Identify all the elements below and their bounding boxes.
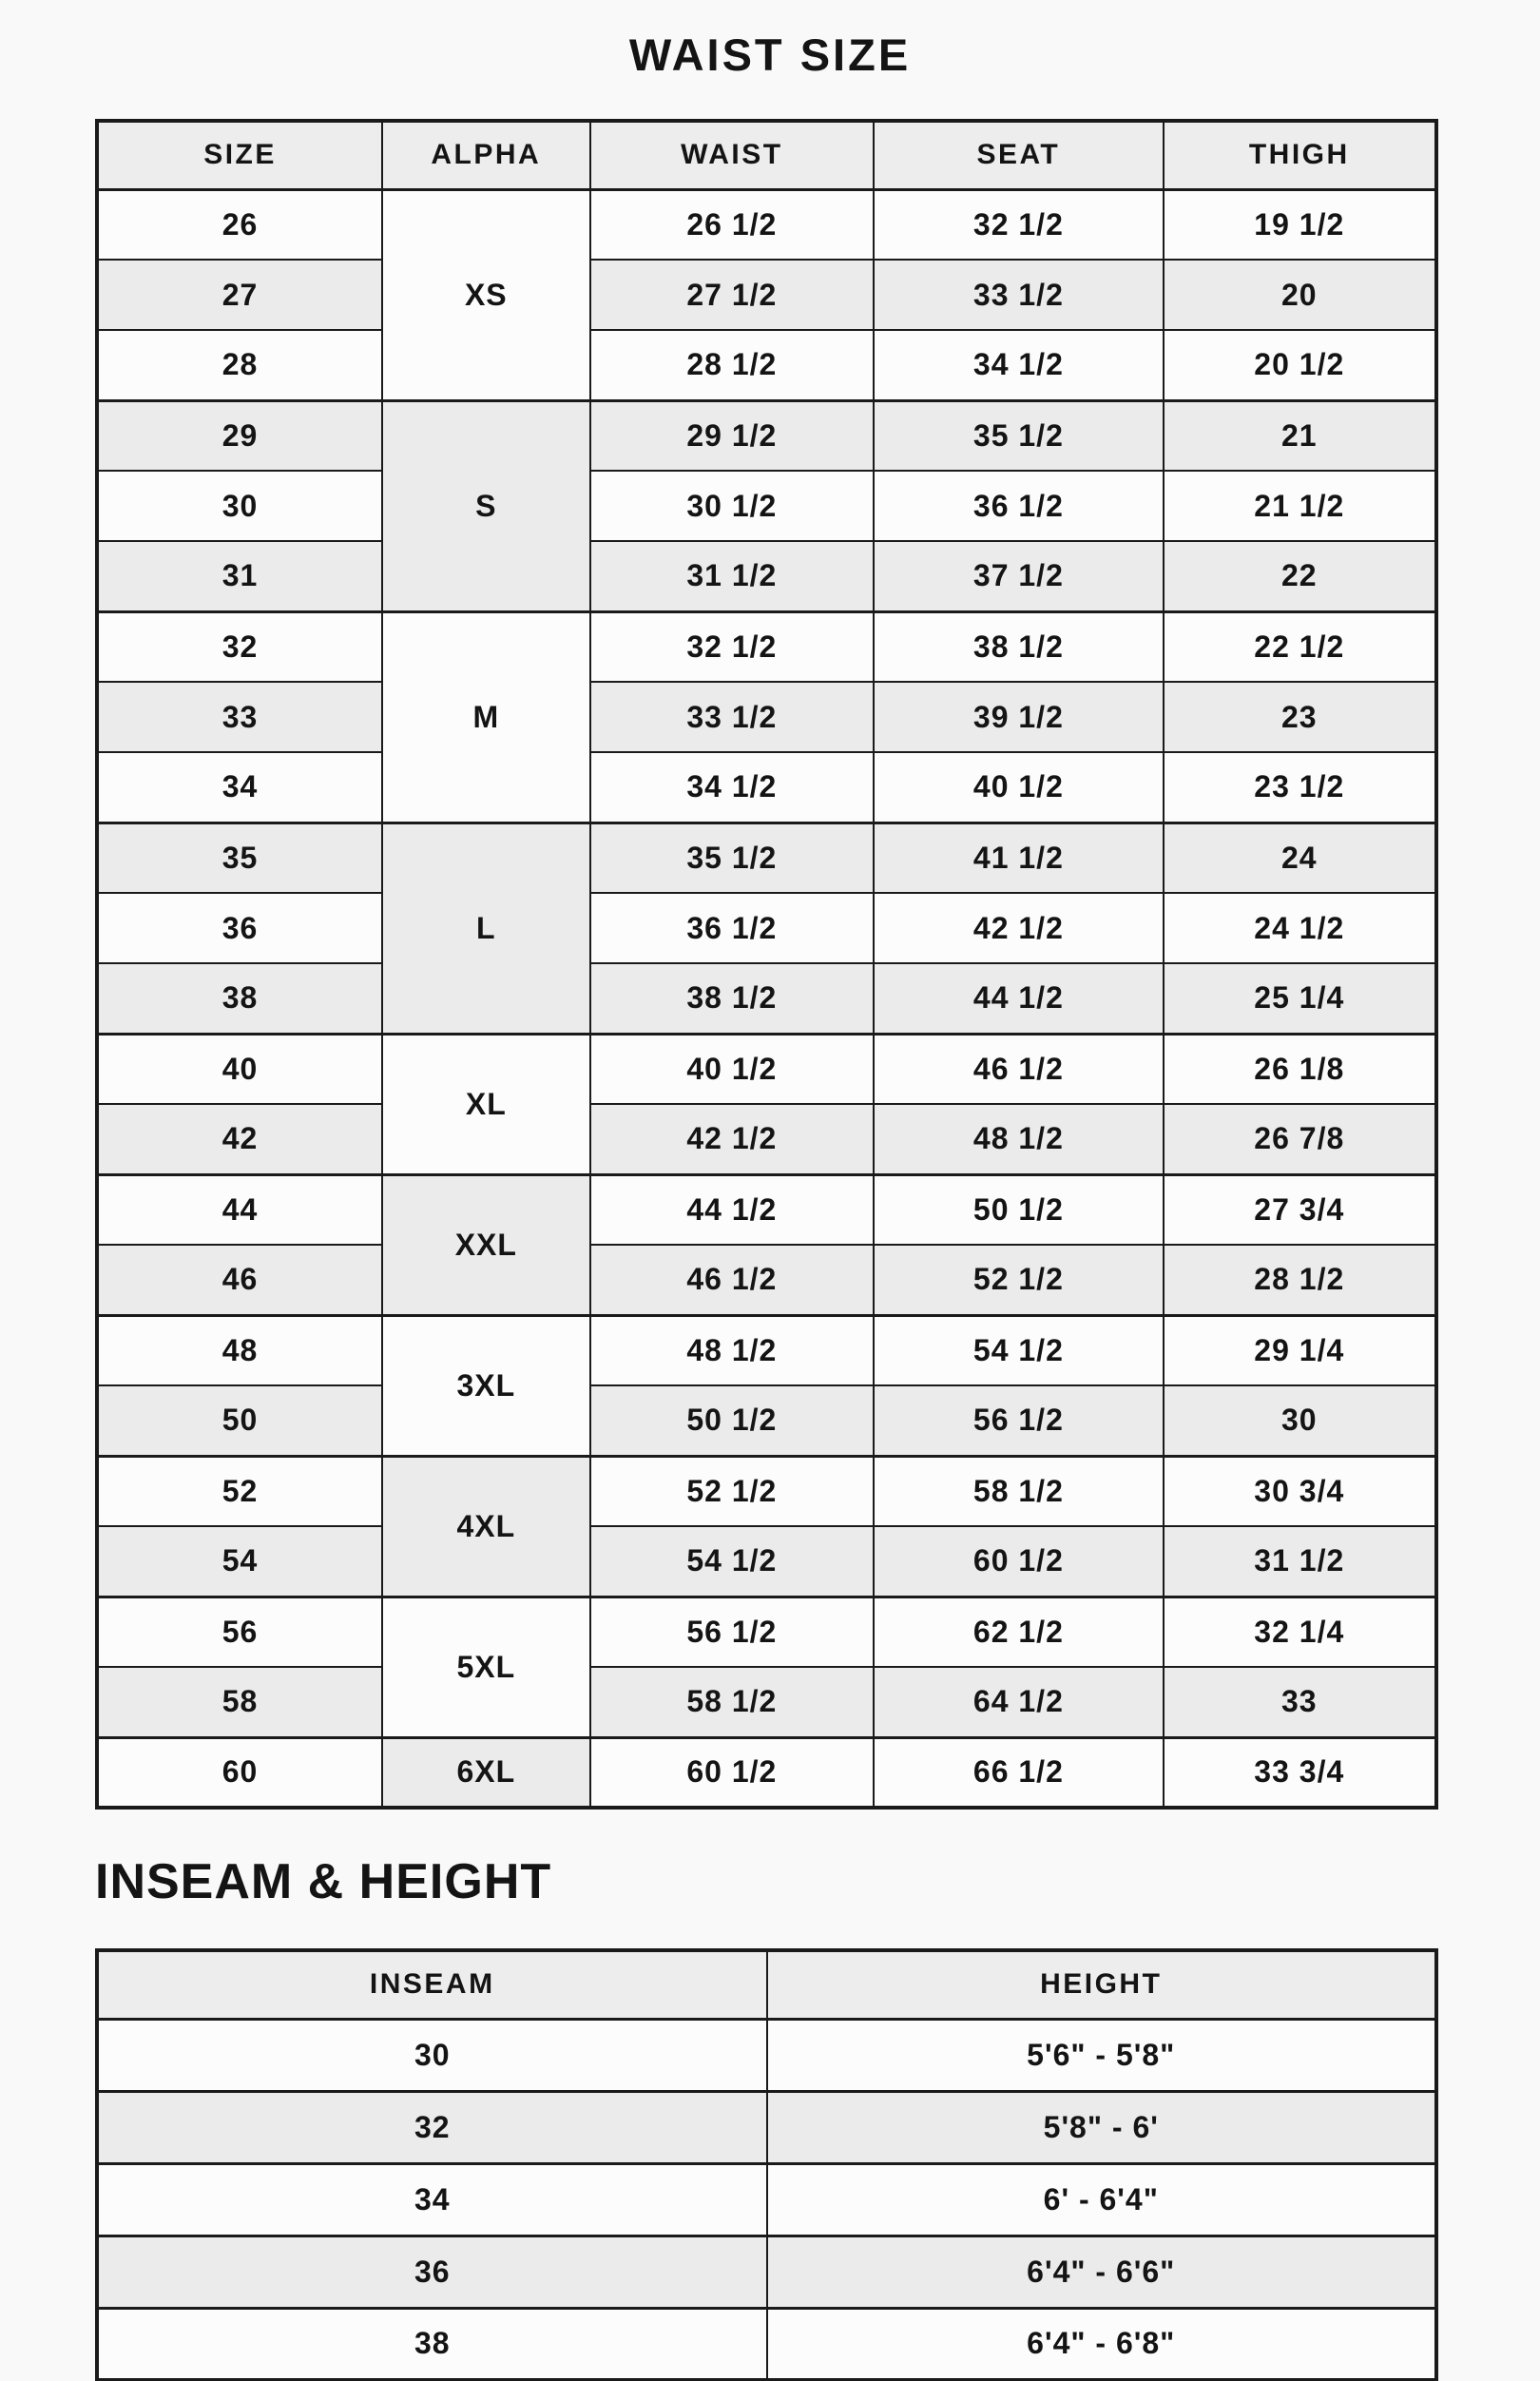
thigh-cell: 32 1/4 bbox=[1164, 1597, 1436, 1667]
size-cell: 30 bbox=[97, 471, 382, 541]
table-row bbox=[97, 541, 1436, 611]
table-row bbox=[97, 1245, 1436, 1315]
table-row bbox=[97, 1174, 1436, 1245]
waist-cell: 40 1/2 bbox=[590, 1034, 875, 1104]
inseam-cell: 38 bbox=[97, 2308, 767, 2380]
thigh-cell: 30 bbox=[1164, 1385, 1436, 1456]
thigh-cell: 21 bbox=[1164, 400, 1436, 471]
seat-cell: 41 1/2 bbox=[874, 823, 1163, 893]
table-row bbox=[97, 1315, 1436, 1385]
thigh-cell: 21 1/2 bbox=[1164, 471, 1436, 541]
seat-cell: 54 1/2 bbox=[874, 1315, 1163, 1385]
inseam-cell: 36 bbox=[97, 2236, 767, 2308]
seat-cell: 44 1/2 bbox=[874, 963, 1163, 1034]
size-cell: 42 bbox=[97, 1104, 382, 1174]
inseam-table-header bbox=[97, 1950, 1436, 2019]
waist-size-table bbox=[95, 119, 1438, 1810]
size-cell: 33 bbox=[97, 682, 382, 752]
waist-cell: 58 1/2 bbox=[590, 1667, 875, 1737]
table-row bbox=[97, 330, 1436, 400]
thigh-cell: 33 3/4 bbox=[1164, 1737, 1436, 1808]
seat-cell: 34 1/2 bbox=[874, 330, 1163, 400]
height-cell: 5'8" - 6' bbox=[767, 2091, 1437, 2163]
column-header-alpha: ALPHA bbox=[382, 121, 589, 189]
inseam-table-body bbox=[97, 2019, 1436, 2380]
waist-cell: 30 1/2 bbox=[590, 471, 875, 541]
size-cell: 48 bbox=[97, 1315, 382, 1385]
height-cell: 6'4" - 6'6" bbox=[767, 2236, 1437, 2308]
thigh-cell: 26 7/8 bbox=[1164, 1104, 1436, 1174]
size-cell: 29 bbox=[97, 400, 382, 471]
thigh-cell: 20 1/2 bbox=[1164, 330, 1436, 400]
size-cell: 26 bbox=[97, 189, 382, 260]
table-row bbox=[97, 823, 1436, 893]
thigh-cell: 23 1/2 bbox=[1164, 752, 1436, 823]
table-row bbox=[97, 1737, 1436, 1808]
height-cell: 6' - 6'4" bbox=[767, 2163, 1437, 2236]
seat-cell: 42 1/2 bbox=[874, 893, 1163, 963]
inseam-height-title: INSEAM & HEIGHT bbox=[95, 1854, 552, 1909]
seat-cell: 38 1/2 bbox=[874, 611, 1163, 682]
table-row bbox=[97, 893, 1436, 963]
table-row bbox=[97, 1385, 1436, 1456]
waist-cell: 27 1/2 bbox=[590, 260, 875, 330]
size-cell: 27 bbox=[97, 260, 382, 330]
column-header-inseam: INSEAM bbox=[97, 1950, 767, 2019]
waist-size-title: WAIST SIZE bbox=[628, 29, 912, 80]
seat-cell: 32 1/2 bbox=[874, 189, 1163, 260]
height-cell: 5'6" - 5'8" bbox=[767, 2019, 1437, 2091]
alpha-cell: 4XL bbox=[382, 1456, 589, 1597]
table-row bbox=[97, 1104, 1436, 1174]
waist-cell: 56 1/2 bbox=[590, 1597, 875, 1667]
size-cell: 28 bbox=[97, 330, 382, 400]
seat-cell: 64 1/2 bbox=[874, 1667, 1163, 1737]
waist-cell: 38 1/2 bbox=[590, 963, 875, 1034]
size-cell: 32 bbox=[97, 611, 382, 682]
thigh-cell: 22 1/2 bbox=[1164, 611, 1436, 682]
waist-cell: 44 1/2 bbox=[590, 1174, 875, 1245]
height-cell: 6'4" - 6'8" bbox=[767, 2308, 1437, 2380]
waist-table-body bbox=[97, 189, 1436, 1808]
header-row bbox=[97, 121, 1436, 189]
table-row bbox=[97, 471, 1436, 541]
size-cell: 36 bbox=[97, 893, 382, 963]
seat-cell: 35 1/2 bbox=[874, 400, 1163, 471]
thigh-cell: 31 1/2 bbox=[1164, 1526, 1436, 1597]
thigh-cell: 25 1/4 bbox=[1164, 963, 1436, 1034]
size-cell: 52 bbox=[97, 1456, 382, 1526]
seat-cell: 56 1/2 bbox=[874, 1385, 1163, 1456]
column-header-thigh: THIGH bbox=[1164, 121, 1436, 189]
header-row bbox=[97, 1950, 1436, 2019]
table-row bbox=[97, 963, 1436, 1034]
thigh-cell: 23 bbox=[1164, 682, 1436, 752]
table-row bbox=[97, 2019, 1436, 2091]
waist-cell: 35 1/2 bbox=[590, 823, 875, 893]
seat-cell: 58 1/2 bbox=[874, 1456, 1163, 1526]
alpha-cell: 6XL bbox=[382, 1737, 589, 1808]
table-row bbox=[97, 1526, 1436, 1597]
seat-cell: 62 1/2 bbox=[874, 1597, 1163, 1667]
thigh-cell: 24 1/2 bbox=[1164, 893, 1436, 963]
seat-cell: 46 1/2 bbox=[874, 1034, 1163, 1104]
waist-table-header bbox=[97, 121, 1436, 189]
alpha-cell: 5XL bbox=[382, 1597, 589, 1737]
inseam-cell: 32 bbox=[97, 2091, 767, 2163]
column-header-height: HEIGHT bbox=[767, 1950, 1437, 2019]
thigh-cell: 27 3/4 bbox=[1164, 1174, 1436, 1245]
seat-cell: 36 1/2 bbox=[874, 471, 1163, 541]
size-cell: 46 bbox=[97, 1245, 382, 1315]
size-cell: 60 bbox=[97, 1737, 382, 1808]
size-cell: 31 bbox=[97, 541, 382, 611]
thigh-cell: 20 bbox=[1164, 260, 1436, 330]
alpha-cell: XXL bbox=[382, 1174, 589, 1315]
column-header-seat: SEAT bbox=[874, 121, 1163, 189]
inseam-height-table bbox=[95, 1948, 1438, 2381]
table-row bbox=[97, 2091, 1436, 2163]
table-row bbox=[97, 2163, 1436, 2236]
waist-cell: 29 1/2 bbox=[590, 400, 875, 471]
alpha-cell: XS bbox=[382, 189, 589, 400]
inseam-cell: 30 bbox=[97, 2019, 767, 2091]
thigh-cell: 33 bbox=[1164, 1667, 1436, 1737]
table-row bbox=[97, 1667, 1436, 1737]
waist-cell: 32 1/2 bbox=[590, 611, 875, 682]
thigh-cell: 26 1/8 bbox=[1164, 1034, 1436, 1104]
table-row bbox=[97, 1597, 1436, 1667]
size-cell: 50 bbox=[97, 1385, 382, 1456]
size-cell: 56 bbox=[97, 1597, 382, 1667]
column-header-size: SIZE bbox=[97, 121, 382, 189]
table-row bbox=[97, 400, 1436, 471]
waist-cell: 48 1/2 bbox=[590, 1315, 875, 1385]
waist-cell: 60 1/2 bbox=[590, 1737, 875, 1808]
seat-cell: 52 1/2 bbox=[874, 1245, 1163, 1315]
waist-cell: 42 1/2 bbox=[590, 1104, 875, 1174]
size-cell: 40 bbox=[97, 1034, 382, 1104]
waist-cell: 52 1/2 bbox=[590, 1456, 875, 1526]
seat-cell: 39 1/2 bbox=[874, 682, 1163, 752]
seat-cell: 33 1/2 bbox=[874, 260, 1163, 330]
inseam-cell: 34 bbox=[97, 2163, 767, 2236]
waist-cell: 31 1/2 bbox=[590, 541, 875, 611]
waist-cell: 26 1/2 bbox=[590, 189, 875, 260]
alpha-cell: M bbox=[382, 611, 589, 823]
seat-cell: 66 1/2 bbox=[874, 1737, 1163, 1808]
size-cell: 35 bbox=[97, 823, 382, 893]
waist-cell: 33 1/2 bbox=[590, 682, 875, 752]
table-row bbox=[97, 682, 1436, 752]
table-row bbox=[97, 1034, 1436, 1104]
size-cell: 54 bbox=[97, 1526, 382, 1597]
seat-cell: 37 1/2 bbox=[874, 541, 1163, 611]
alpha-cell: S bbox=[382, 400, 589, 611]
table-row bbox=[97, 752, 1436, 823]
table-row bbox=[97, 2308, 1436, 2380]
table-row bbox=[97, 1456, 1436, 1526]
thigh-cell: 30 3/4 bbox=[1164, 1456, 1436, 1526]
thigh-cell: 19 1/2 bbox=[1164, 189, 1436, 260]
waist-cell: 36 1/2 bbox=[590, 893, 875, 963]
seat-cell: 60 1/2 bbox=[874, 1526, 1163, 1597]
seat-cell: 40 1/2 bbox=[874, 752, 1163, 823]
size-cell: 58 bbox=[97, 1667, 382, 1737]
size-cell: 34 bbox=[97, 752, 382, 823]
size-cell: 38 bbox=[97, 963, 382, 1034]
size-cell: 44 bbox=[97, 1174, 382, 1245]
thigh-cell: 22 bbox=[1164, 541, 1436, 611]
thigh-cell: 29 1/4 bbox=[1164, 1315, 1436, 1385]
alpha-cell: XL bbox=[382, 1034, 589, 1174]
alpha-cell: 3XL bbox=[382, 1315, 589, 1456]
table-row bbox=[97, 260, 1436, 330]
table-row bbox=[97, 2236, 1436, 2308]
table-row bbox=[97, 189, 1436, 260]
seat-cell: 50 1/2 bbox=[874, 1174, 1163, 1245]
waist-cell: 34 1/2 bbox=[590, 752, 875, 823]
thigh-cell: 28 1/2 bbox=[1164, 1245, 1436, 1315]
waist-cell: 28 1/2 bbox=[590, 330, 875, 400]
column-header-waist: WAIST bbox=[590, 121, 875, 189]
alpha-cell: L bbox=[382, 823, 589, 1034]
table-row bbox=[97, 611, 1436, 682]
seat-cell: 48 1/2 bbox=[874, 1104, 1163, 1174]
waist-cell: 54 1/2 bbox=[590, 1526, 875, 1597]
thigh-cell: 24 bbox=[1164, 823, 1436, 893]
waist-cell: 46 1/2 bbox=[590, 1245, 875, 1315]
waist-cell: 50 1/2 bbox=[590, 1385, 875, 1456]
